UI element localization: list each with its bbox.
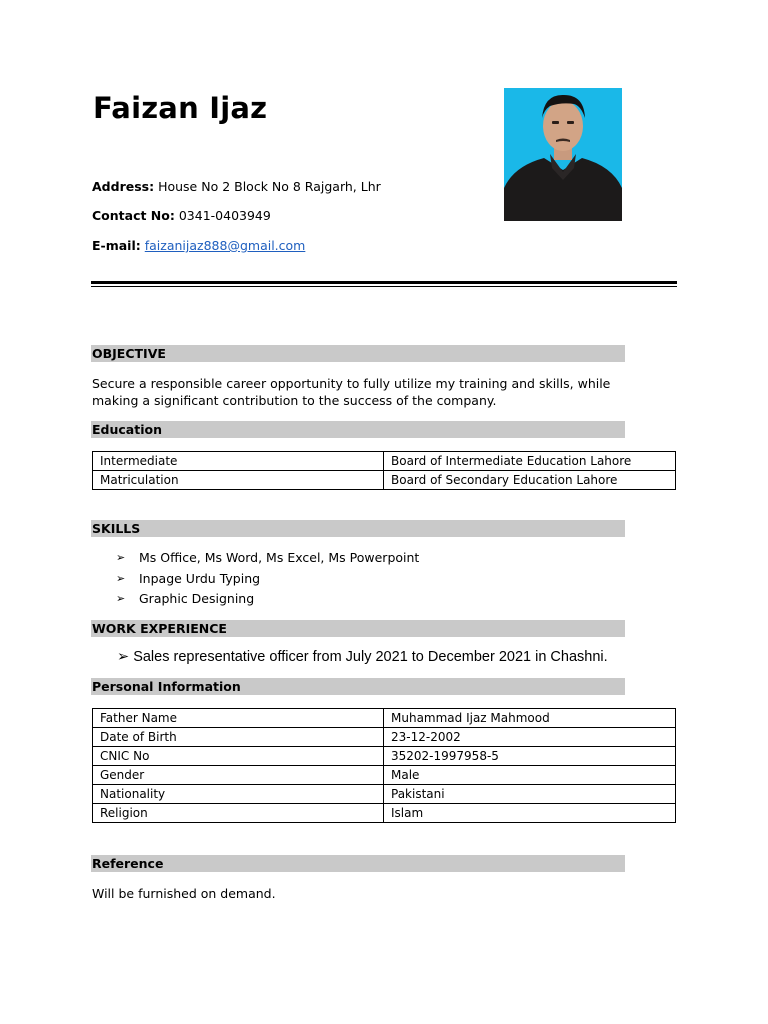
contact-value: 0341-0403949: [178, 208, 271, 223]
personal-field-value: Male: [384, 766, 676, 785]
education-table: [92, 451, 676, 490]
personal-field-label: Religion: [93, 804, 384, 823]
education-board: Board of Intermediate Education Lahore: [384, 452, 676, 471]
personal-field-label: Date of Birth: [93, 728, 384, 747]
list-item: [116, 590, 419, 611]
list-item: [116, 549, 419, 570]
list-item: [116, 570, 419, 591]
contact-label: Contact No:: [92, 208, 175, 223]
contact-line: [92, 208, 271, 224]
personal-field-value: Muhammad Ijaz Mahmood: [384, 709, 676, 728]
personal-field-label: CNIC No: [93, 747, 384, 766]
personal-field-value: Islam: [384, 804, 676, 823]
address-value: House No 2 Block No 8 Rajgarh, Lhr: [158, 179, 381, 194]
personal-field-label: Gender: [93, 766, 384, 785]
personal-field-label: Father Name: [93, 709, 384, 728]
personal-field-value: 23-12-2002: [384, 728, 676, 747]
skills-heading: SKILLS: [91, 520, 625, 537]
personal-info-table: [92, 708, 676, 823]
arrow-bullet-icon: ➢: [116, 571, 126, 585]
table-row: [93, 728, 676, 747]
profile-photo-image: [504, 88, 622, 221]
skills-list: [116, 549, 419, 611]
table-row: [93, 452, 676, 471]
header-divider-thin: [91, 286, 677, 287]
personal-field-value: Pakistani: [384, 785, 676, 804]
email-link[interactable]: faizanijaz888@gmail.com: [144, 238, 306, 253]
table-row: [93, 804, 676, 823]
candidate-name: Faizan Ijaz: [93, 91, 268, 125]
table-row: [93, 766, 676, 785]
skill-text: Inpage Urdu Typing: [139, 570, 261, 586]
education-board: Board of Secondary Education Lahore: [384, 471, 676, 490]
email-label: E-mail:: [92, 238, 141, 253]
work-experience-heading: WORK EXPERIENCE: [91, 620, 625, 637]
reference-text: Will be furnished on demand.: [92, 886, 276, 901]
objective-text: Secure a responsible career opportunity to fully utilize my training and skills, while making a significant contribution to the success of the company.: [92, 376, 611, 408]
table-row: [93, 709, 676, 728]
profile-photo: [504, 88, 622, 221]
table-row: [93, 747, 676, 766]
arrow-bullet-icon: ➢: [116, 592, 126, 605]
education-level: Matriculation: [93, 471, 384, 490]
email-line: [92, 238, 305, 254]
table-row: [93, 471, 676, 490]
address-label: Address:: [92, 179, 155, 194]
education-heading: Education: [91, 421, 625, 438]
arrow-bullet-icon: ➢: [117, 649, 130, 665]
skill-text: Graphic Designing: [139, 591, 255, 606]
address-line: [92, 179, 381, 195]
table-row: [93, 785, 676, 804]
reference-heading: Reference: [91, 855, 625, 872]
arrow-bullet-icon: ➢: [116, 551, 126, 564]
skill-text: Ms Office, Ms Word, Ms Excel, Ms Powerpoint: [139, 550, 420, 565]
objective-heading: OBJECTIVE: [91, 345, 625, 362]
work-experience-text: Sales representative officer from July 2021 to December 2021 in Chashni.: [133, 649, 608, 665]
personal-info-heading: Personal Information: [91, 678, 625, 695]
personal-field-label: Nationality: [93, 785, 384, 804]
education-level: Intermediate: [93, 452, 384, 471]
header-divider-thick: [91, 281, 677, 284]
personal-field-value: 35202-1997958-5: [384, 747, 676, 766]
work-experience-item: [117, 648, 608, 666]
